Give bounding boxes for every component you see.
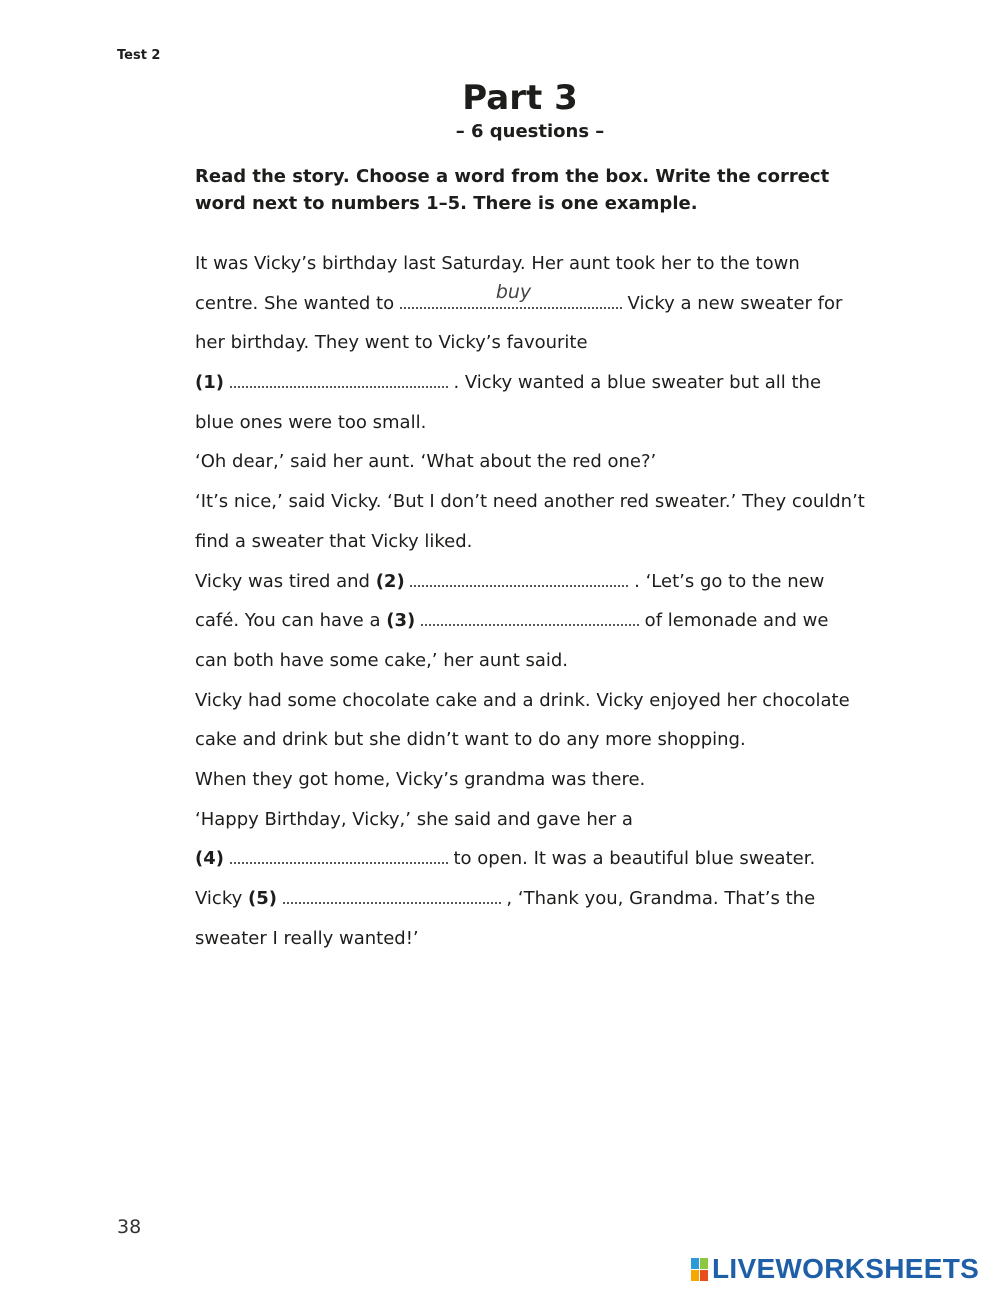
answer-blank-2[interactable]	[410, 565, 628, 587]
story-line: sweater I really wanted!’	[195, 927, 419, 949]
answer-blank-4[interactable]	[230, 842, 448, 864]
story-line	[195, 879, 875, 919]
story-line: blue ones were too small.	[195, 411, 427, 433]
story-text-fragment: centre. She wanted to	[195, 292, 400, 314]
question-number-1: (1)	[195, 372, 224, 394]
story-line: When they got home, Vicky’s grandma was there.	[195, 768, 646, 790]
story-line: ‘Happy Birthday, Vicky,’ she said and gave her a	[195, 808, 633, 830]
story-line	[195, 562, 875, 602]
story-text-fragment: to open. It was a beautiful blue sweater.	[447, 848, 816, 870]
liveworksheets-logo-icon	[691, 1258, 708, 1281]
logo-square-3	[691, 1270, 699, 1281]
question-number-5: (5)	[247, 888, 277, 909]
part-title: Part 3	[462, 78, 578, 118]
answer-blank-3[interactable]	[421, 604, 639, 626]
story-line	[195, 363, 875, 403]
story-line: ‘It’s nice,’ said Vicky. ‘But I don’t need another red sweater.’ They couldn’t	[195, 491, 865, 513]
answer-blank-5[interactable]	[283, 882, 501, 904]
story-text-fragment: of lemonade and we	[638, 610, 829, 632]
story-text-fragment: café. You can have a	[195, 610, 387, 632]
story-line: her birthday. They went to Vicky’s favourite	[195, 332, 588, 354]
story-line: ‘Oh dear,’ said her aunt. ‘What about the red one?’	[195, 451, 657, 473]
part-subtitle: – 6 questions –	[455, 121, 605, 142]
logo-square-4	[700, 1270, 708, 1281]
story-text-fragment: Vicky	[195, 888, 248, 909]
logo-square-2	[700, 1258, 708, 1269]
page-number: 38	[117, 1216, 142, 1238]
test-label: Test 2	[117, 48, 161, 63]
story-line	[195, 601, 875, 641]
story-text-fragment: Vicky was tired and	[195, 570, 376, 592]
story-text	[195, 244, 875, 958]
example-answer: buy	[495, 280, 532, 303]
story-line: find a sweater that Vicky liked.	[195, 530, 473, 552]
story-text-fragment: . Vicky wanted a blue sweater but all the	[447, 372, 822, 394]
liveworksheets-logo[interactable]	[691, 1253, 979, 1285]
story-line: cake and drink but she didn’t want to do any more shopping.	[195, 729, 746, 751]
liveworksheets-wordmark: LIVEWORKSHEETS	[712, 1253, 980, 1284]
story-text-fragment: . ‘Let’s go to the new	[628, 570, 825, 592]
story-text-fragment: , ‘Thank you, Grandma. That’s the	[500, 888, 816, 909]
answer-blank-1[interactable]	[230, 366, 448, 388]
logo-square-1	[691, 1258, 699, 1269]
question-number-4: (4)	[195, 848, 224, 870]
story-text-fragment: Vicky a new sweater for	[621, 292, 843, 314]
question-number-3: (3)	[386, 610, 416, 632]
story-line: can both have some cake,’ her aunt said.	[195, 649, 569, 671]
story-line	[195, 839, 875, 879]
question-number-2: (2)	[375, 570, 405, 592]
story-line: It was Vicky’s birthday last Saturday. Her aunt took her to the town	[195, 253, 800, 274]
instructions: Read the story. Choose a word from the box. Write the correct word next to numbers 1–5. There is one example.	[195, 166, 830, 214]
story-line	[195, 280, 875, 324]
example-blank	[400, 280, 622, 309]
story-line: Vicky had some chocolate cake and a drink. Vicky enjoyed her chocolate	[195, 689, 850, 711]
